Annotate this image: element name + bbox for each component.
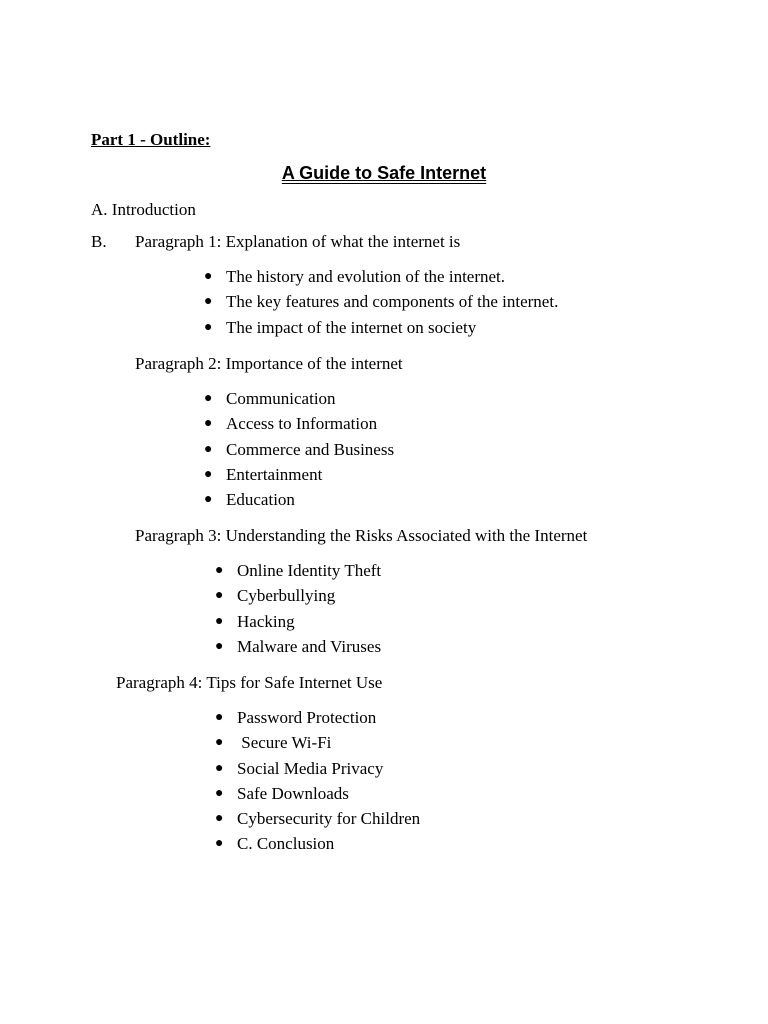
part-heading: Part 1 - Outline: xyxy=(91,130,211,149)
list-item: ● C. Conclusion xyxy=(237,831,420,856)
bullet-icon: ● xyxy=(215,836,224,852)
bullet-icon: ● xyxy=(215,710,224,725)
bullet-icon: ● xyxy=(215,638,224,654)
list-item: ● Cybersecurity for Children xyxy=(237,806,420,831)
list-item: ● The history and evolution of the internet. xyxy=(226,264,558,289)
section-b-marker: B. xyxy=(91,232,107,251)
bullet-icon: ● xyxy=(215,563,224,578)
bullet-icon: ● xyxy=(204,269,213,284)
bullet-icon: ● xyxy=(215,785,224,801)
bullet-icon: ● xyxy=(215,811,224,827)
list-item: ● Entertainment xyxy=(226,462,394,487)
bullet-icon: ● xyxy=(204,294,213,310)
bullet-icon: ● xyxy=(204,391,213,406)
paragraph-4-label: Paragraph 4: Tips for Safe Internet Use xyxy=(116,673,383,692)
list-item: ● Online Identity Theft xyxy=(237,558,381,583)
list-item: ● Access to Information xyxy=(226,411,394,436)
list-item: ● Hacking xyxy=(237,609,381,634)
document-title: A Guide to Safe Internet xyxy=(281,163,487,183)
bullet-icon: ● xyxy=(204,441,213,457)
list-item: ● Password Protection xyxy=(237,705,420,730)
list-item: ● Safe Downloads xyxy=(237,781,420,806)
list-item: ● Commerce and Business xyxy=(226,437,394,462)
list-item: ● The key features and components of the internet. xyxy=(226,289,558,314)
list-item: ● Secure Wi-Fi xyxy=(237,730,420,755)
bullet-icon: ● xyxy=(204,416,213,432)
list-item: ● Malware and Viruses xyxy=(237,634,381,659)
list-item: ● Social Media Privacy xyxy=(237,756,420,781)
paragraph-2-label: Paragraph 2: Importance of the internet xyxy=(135,354,403,373)
paragraph-1-label: Paragraph 1: Explanation of what the internet is xyxy=(135,232,461,251)
introduction-line: A. Introduction xyxy=(91,200,196,219)
bullet-icon: ● xyxy=(215,735,224,751)
bullet-icon: ● xyxy=(215,613,224,629)
bullet-icon: ● xyxy=(215,760,224,776)
bullet-icon: ● xyxy=(215,588,224,604)
paragraph-4-bullet-list xyxy=(215,705,421,857)
paragraph-1-bullet-list xyxy=(204,264,559,340)
bullet-icon: ● xyxy=(204,319,213,335)
list-item: ● Education xyxy=(226,487,394,512)
paragraph-2-bullet-list xyxy=(204,386,395,512)
paragraph-3-bullet-list xyxy=(215,558,382,659)
paragraph-3-label: Paragraph 3: Understanding the Risks Associated with the Internet xyxy=(135,526,588,545)
section-b-line xyxy=(91,232,460,252)
list-item: ● Communication xyxy=(226,386,394,411)
bullet-icon: ● xyxy=(204,466,213,482)
list-item: ● Cyberbullying xyxy=(237,583,381,608)
bullet-icon: ● xyxy=(204,492,213,508)
list-item: ● The impact of the internet on society xyxy=(226,315,558,340)
